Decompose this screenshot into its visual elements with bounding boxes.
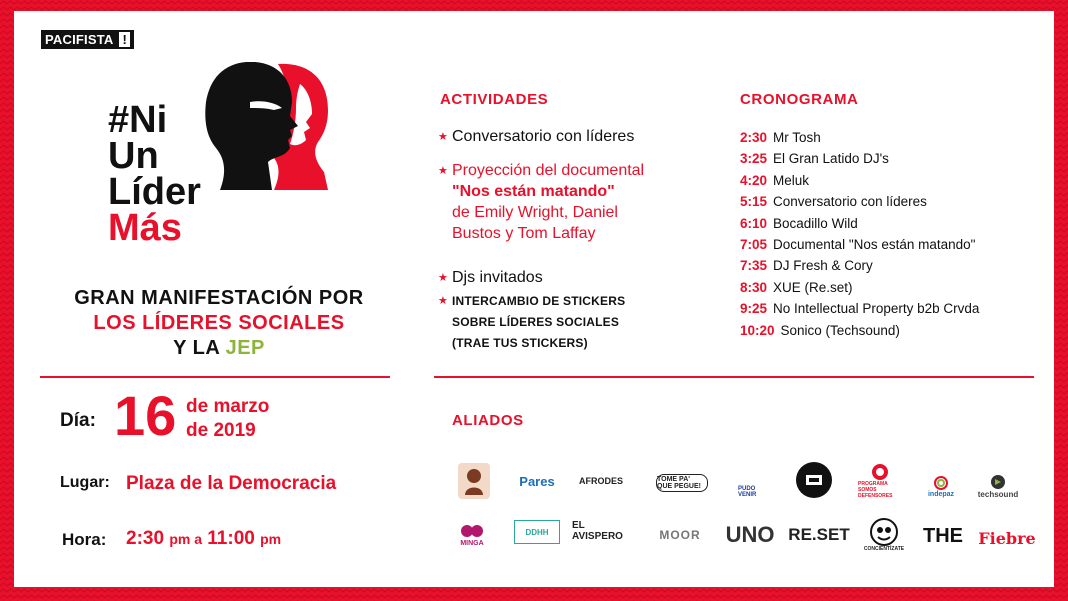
ally-logo-moor: MOOR xyxy=(659,528,701,542)
activity-item: INTERCAMBIO DE STICKERS SOBRE LÍDERES SOCIALES (TRAE TUS STICKERS) xyxy=(452,294,626,350)
ally-logo-fiebre: Fiebre xyxy=(978,528,1036,548)
day-month: de marzo de 2019 xyxy=(186,396,270,441)
schedule-row: 3:25 El Gran Latido DJ's xyxy=(740,151,889,167)
schedule-row: 5:15 Conversatorio con líderes xyxy=(740,194,927,210)
divider-right xyxy=(434,376,1034,378)
star-icon: ★ xyxy=(438,131,448,143)
activity-item: Proyección del documental "Nos están matando" de Emily Wright, Daniel Bustos y Tom Laffay xyxy=(452,162,645,242)
schedule-row: 6:10 Bocadillo Wild xyxy=(740,215,858,231)
ally-logo-portrait xyxy=(458,463,490,499)
day-number: 16 xyxy=(114,384,177,447)
headline: GRAN MANIFESTACIÓN POR LOS LÍDERES SOCIALES Y LA JEP xyxy=(74,287,364,359)
ally-logo-uno: UNO xyxy=(725,522,775,547)
schedule-row: 2:30 Mr Tosh xyxy=(740,130,821,145)
star-icon: ★ xyxy=(438,165,448,177)
schedule-row: 8:30 XUE (Re.set) xyxy=(740,279,853,295)
allies-heading: ALIADOS xyxy=(452,412,524,429)
ally-logo-el-avispero: EL AVISPERO xyxy=(572,520,623,542)
ally-logo-ddhh: DDHH xyxy=(514,520,560,544)
faces-silhouette-icon xyxy=(200,62,342,190)
ally-logo-concientizate: CONCIENTÍZATE xyxy=(860,514,908,556)
ally-logo-pudo-venir: PUDO VENIR xyxy=(738,486,757,498)
divider-left xyxy=(40,376,390,378)
star-icon: ★ xyxy=(438,295,448,307)
ally-logo-pares: Pares xyxy=(519,473,555,489)
schedule-list xyxy=(740,127,979,341)
time-value: 2:30 pm a 11:00 pm xyxy=(126,528,282,549)
ally-logo-gran-latido xyxy=(796,462,832,498)
time-label: Hora: xyxy=(62,530,107,549)
ally-logo-somos-defensores: PROGRAMA SOMOS DEFENSORES xyxy=(858,462,902,500)
campaign-title: #Ni Un Líder Más xyxy=(108,99,201,249)
ally-logo-techsound: techsound xyxy=(976,470,1020,502)
ally-logo-afrodes: AFRODES xyxy=(578,476,623,486)
schedule-row: 10:20 Sonico (Techsound) xyxy=(740,322,900,338)
schedule-heading: CRONOGRAMA xyxy=(740,91,859,108)
day-label: Día: xyxy=(60,410,96,431)
activity-item: Conversatorio con líderes xyxy=(452,128,635,145)
activities-heading: ACTIVIDADES xyxy=(440,91,549,108)
ally-logo-minga: MINGA xyxy=(454,516,490,552)
star-icon: ★ xyxy=(438,272,448,284)
pacifista-logo: PACIFISTA ! xyxy=(41,30,134,49)
place-value: Plaza de la Democracia xyxy=(126,473,337,494)
activity-item: Djs invitados xyxy=(452,269,543,286)
ally-logo-tome-pa-que-pegue: TOME PA' QUE PEGUE! xyxy=(656,474,708,492)
place-label: Lugar: xyxy=(60,474,110,491)
schedule-row: 9:25 No Intellectual Property b2b Crvda xyxy=(740,301,980,317)
schedule-row: 4:20 Meluk xyxy=(740,172,810,188)
ally-logo-reset: RE.SET xyxy=(788,525,850,544)
ally-logo-the: THE xyxy=(923,524,963,547)
schedule-row: 7:05 Documental "Nos están matando" xyxy=(740,236,976,252)
ally-logo-indepaz: indepaz xyxy=(926,470,956,502)
schedule-row: 7:35 DJ Fresh & Cory xyxy=(740,258,873,274)
